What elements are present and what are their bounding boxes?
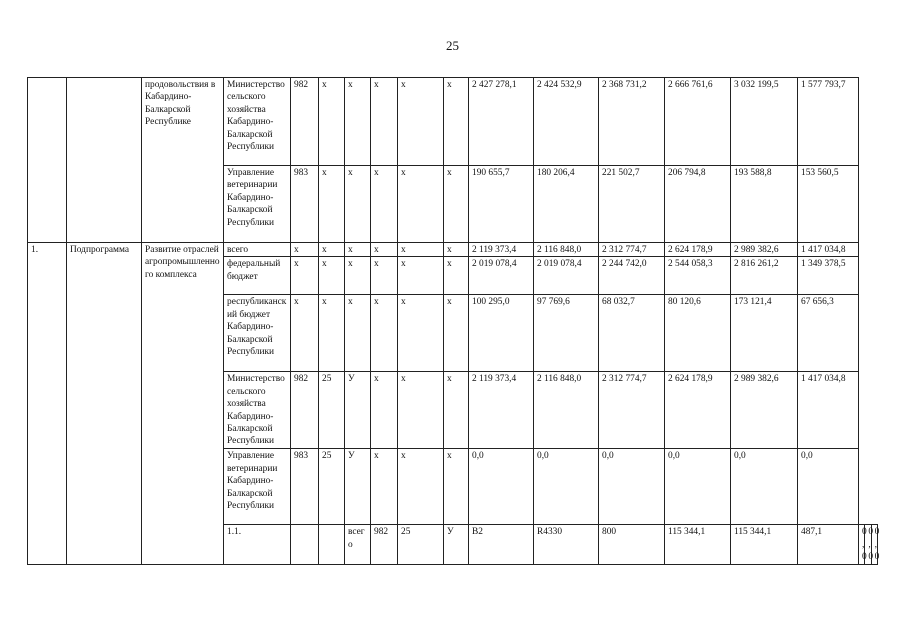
year-6-cell: 0,0 <box>798 449 859 525</box>
pr-cell: х <box>345 78 371 166</box>
rz-cell: х <box>319 166 345 243</box>
year-6-cell: 0,0 <box>871 525 877 564</box>
row-number-cell: 1. <box>28 243 67 565</box>
rz-cell: 25 <box>319 372 345 449</box>
year-6-cell: 1 349 378,5 <box>798 257 859 295</box>
status-cell <box>67 78 142 243</box>
year-3-cell: 0,0 <box>599 449 665 525</box>
year-4-cell: 2 666 761,6 <box>665 78 731 166</box>
year-4-cell: 80 120,6 <box>665 295 731 372</box>
executor-cell: республиканский бюджет Кабардино-Балкарской Республики <box>224 295 291 372</box>
year-4-cell: 2 624 178,9 <box>665 372 731 449</box>
grbs-cell: х <box>291 243 319 257</box>
year-5-cell: 2 816 261,2 <box>731 257 798 295</box>
vr-cell: х <box>444 295 469 372</box>
year-5-cell: 2 989 382,6 <box>731 372 798 449</box>
vr-cell: х <box>444 257 469 295</box>
cs-cell: В2 <box>469 525 534 564</box>
year-2-cell: 115 344,1 <box>731 525 798 564</box>
cs-code-cell: х <box>398 257 444 295</box>
cs-code-cell: х <box>398 243 444 257</box>
year-2-cell: 0,0 <box>534 449 599 525</box>
rz-cell: х <box>319 257 345 295</box>
cs-code-cell: х <box>398 372 444 449</box>
vr-cell: х <box>444 372 469 449</box>
cs-code-cell: х <box>398 295 444 372</box>
pr-cell: х <box>345 295 371 372</box>
executor-cell: всего <box>224 243 291 257</box>
vr-cell: х <box>444 449 469 525</box>
executor-cell: всего <box>345 525 371 564</box>
year-3-cell: 2 368 731,2 <box>599 78 665 166</box>
cs-cell: х <box>371 372 398 449</box>
year-5-cell: 2 989 382,6 <box>731 243 798 257</box>
vr-cell: х <box>444 243 469 257</box>
table-row <box>28 78 878 166</box>
rz-cell: х <box>319 78 345 166</box>
table-row <box>28 243 878 257</box>
year-5-cell: 0,0 <box>731 449 798 525</box>
grbs-cell: х <box>291 257 319 295</box>
pr-cell: х <box>345 257 371 295</box>
year-1-cell: 2 119 373,4 <box>469 243 534 257</box>
pr-cell: У <box>345 449 371 525</box>
cs-code-cell: х <box>398 449 444 525</box>
status-cell: Подпрограмма <box>67 243 142 565</box>
year-1-cell: 0,0 <box>469 449 534 525</box>
year-3-cell: 2 244 742,0 <box>599 257 665 295</box>
year-3-cell: 487,1 <box>798 525 859 564</box>
program-name-cell <box>319 525 345 564</box>
cs-cell: х <box>371 78 398 166</box>
year-4-cell: 206 794,8 <box>665 166 731 243</box>
year-4-cell: 0,0 <box>665 449 731 525</box>
executor-cell: Управление ветеринарии Кабардино-Балкарской Республики <box>224 449 291 525</box>
pr-cell: х <box>345 166 371 243</box>
year-3-cell: 68 032,7 <box>599 295 665 372</box>
year-6-cell: 1 577 793,7 <box>798 78 859 166</box>
year-2-cell: 2 116 848,0 <box>534 243 599 257</box>
year-6-cell: 1 417 034,8 <box>798 372 859 449</box>
year-1-cell: 190 655,7 <box>469 166 534 243</box>
cs-code-cell: х <box>398 78 444 166</box>
year-6-cell: 67 656,3 <box>798 295 859 372</box>
cs-cell: х <box>371 243 398 257</box>
pr-cell: х <box>345 243 371 257</box>
year-5-cell: 0,0 <box>865 525 871 564</box>
year-2-cell: 2 019 078,4 <box>534 257 599 295</box>
vr-cell: 800 <box>599 525 665 564</box>
year-2-cell: 2 116 848,0 <box>534 372 599 449</box>
year-5-cell: 193 588,8 <box>731 166 798 243</box>
page-number: 25 <box>446 38 459 53</box>
row-number-cell <box>28 78 67 243</box>
program-name-cell: продовольствия в Кабардино-Балкарской Республике <box>142 78 224 243</box>
year-4-cell: 2 624 178,9 <box>665 243 731 257</box>
year-2-cell: 2 424 532,9 <box>534 78 599 166</box>
executor-cell: Министерство сельского хозяйства Кабардино-Балкарской Республики <box>224 78 291 166</box>
grbs-cell: х <box>291 295 319 372</box>
year-1-cell: 2 427 278,1 <box>469 78 534 166</box>
rz-cell: 25 <box>398 525 444 564</box>
grbs-cell: 982 <box>291 78 319 166</box>
vr-cell: х <box>444 78 469 166</box>
grbs-cell: 982 <box>371 525 398 564</box>
cs-cell: х <box>371 449 398 525</box>
year-5-cell: 173 121,4 <box>731 295 798 372</box>
executor-cell: Управление ветеринарии Кабардино-Балкарской Республики <box>224 166 291 243</box>
year-1-cell: 2 019 078,4 <box>469 257 534 295</box>
year-6-cell: 153 560,5 <box>798 166 859 243</box>
year-4-cell: 2 544 058,3 <box>665 257 731 295</box>
rz-cell: 25 <box>319 449 345 525</box>
executor-cell: федеральный бюджет <box>224 257 291 295</box>
year-3-cell: 2 312 774,7 <box>599 243 665 257</box>
grbs-cell: 983 <box>291 449 319 525</box>
grbs-cell: 983 <box>291 166 319 243</box>
year-2-cell: 180 206,4 <box>534 166 599 243</box>
cs-code-cell: R4330 <box>534 525 599 564</box>
budget-table <box>27 77 878 565</box>
year-2-cell: 97 769,6 <box>534 295 599 372</box>
year-1-cell: 100 295,0 <box>469 295 534 372</box>
program-name-cell: Развитие отраслей агропромышленного комплекса <box>142 243 224 565</box>
year-1-cell: 115 344,1 <box>665 525 731 564</box>
pr-cell: У <box>345 372 371 449</box>
rz-cell: х <box>319 243 345 257</box>
vr-cell: х <box>444 166 469 243</box>
status-cell <box>291 525 319 564</box>
row-number-cell: 1.1. <box>224 525 291 564</box>
year-4-cell: 0,0 <box>859 525 865 564</box>
year-3-cell: 221 502,7 <box>599 166 665 243</box>
cs-cell: х <box>371 166 398 243</box>
year-6-cell: 1 417 034,8 <box>798 243 859 257</box>
year-3-cell: 2 312 774,7 <box>599 372 665 449</box>
executor-cell: Министерство сельского хозяйства Кабардино-Балкарской Республики <box>224 372 291 449</box>
cs-cell: х <box>371 295 398 372</box>
rz-cell: х <box>319 295 345 372</box>
year-1-cell: 2 119 373,4 <box>469 372 534 449</box>
year-5-cell: 3 032 199,5 <box>731 78 798 166</box>
cs-code-cell: х <box>398 166 444 243</box>
cs-cell: х <box>371 257 398 295</box>
grbs-cell: 982 <box>291 372 319 449</box>
pr-cell: У <box>444 525 469 564</box>
